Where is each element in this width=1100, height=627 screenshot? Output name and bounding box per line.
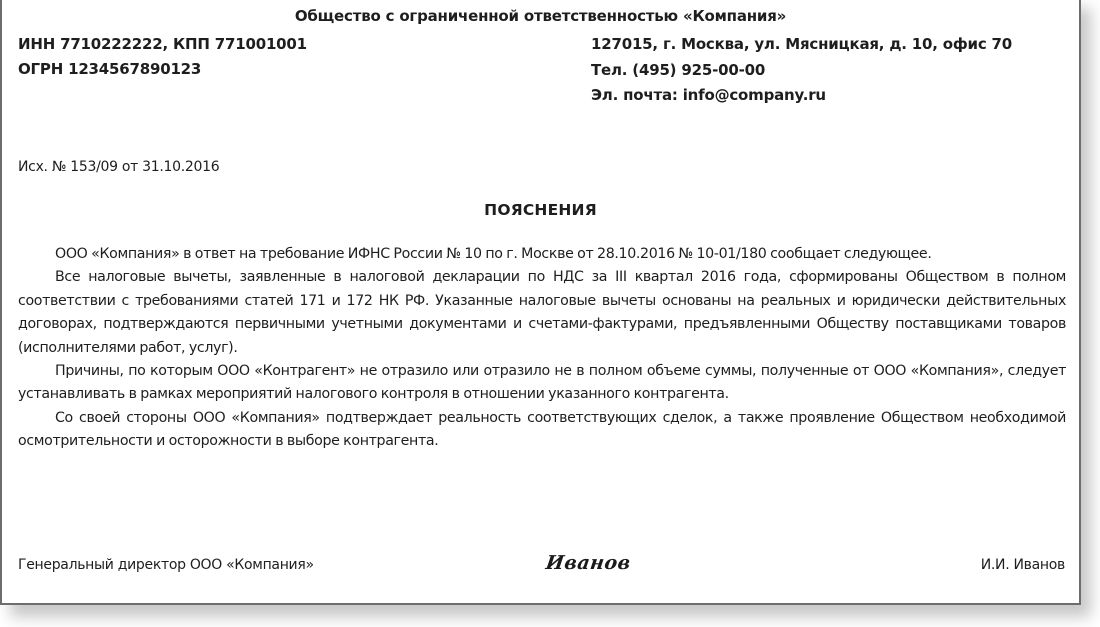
outgoing-reference: Исх. № 153/09 от 31.10.2016 <box>18 159 220 175</box>
handwritten-signature: Иванов <box>544 552 633 574</box>
document-body <box>18 243 1066 454</box>
email: Эл. почта: info@company.ru <box>591 86 826 104</box>
phone: Тел. (495) 925-00-00 <box>591 60 766 79</box>
paragraph: Все налоговые вычеты, заявленные в налоговой декларации по НДС за III квартал 2016 года, сформированы Обществом в полном соответствии с требованиями статей 171 и 172 НК РФ. Указанные налоговые вычеты основаны на реальных и юридически действительных договорах, подтверждаются первичными учетными документами и счетами-фактурами, предъявленными Обществу поставщиками товаров (исполнителями работ, услуг). <box>18 269 1066 356</box>
address: 127015, г. Москва, ул. Мясницкая, д. 10, офис 70 <box>591 35 1013 53</box>
ogrn: ОГРН 1234567890123 <box>18 60 202 78</box>
signer-position: Генеральный директор ООО «Компания» <box>18 557 314 573</box>
paragraph: ООО «Компания» в ответ на требование ИФНС России № 10 по г. Москве от 28.10.2016 № 10-01/180 сообщает следующее. <box>55 246 932 262</box>
paragraph: Со своей стороны ООО «Компания» подтверждает реальность соответствующих сделок, а также проявление Обществом необходимой осмотрительности и осторожности в выборе контрагента. <box>18 409 1066 450</box>
signature-block <box>18 553 1065 579</box>
document-title: ПОЯСНЕНИЯ <box>484 201 597 219</box>
company-requisites <box>18 32 307 82</box>
paragraph: Причины, по которым ООО «Контрагент» не отразило или отразило не в полном объеме суммы, полученные от ООО «Компания», следует устанавливать в рамках мероприятий налогового контроля в отношении указанного контрагента. <box>18 363 1066 403</box>
company-name: Общество с ограниченной ответственностью «Компания» <box>294 7 787 25</box>
inn-kpp: ИНН 7710222222, КПП 771001001 <box>18 35 307 53</box>
signer-name: И.И. Иванов <box>980 557 1065 573</box>
company-contacts <box>591 32 1012 109</box>
